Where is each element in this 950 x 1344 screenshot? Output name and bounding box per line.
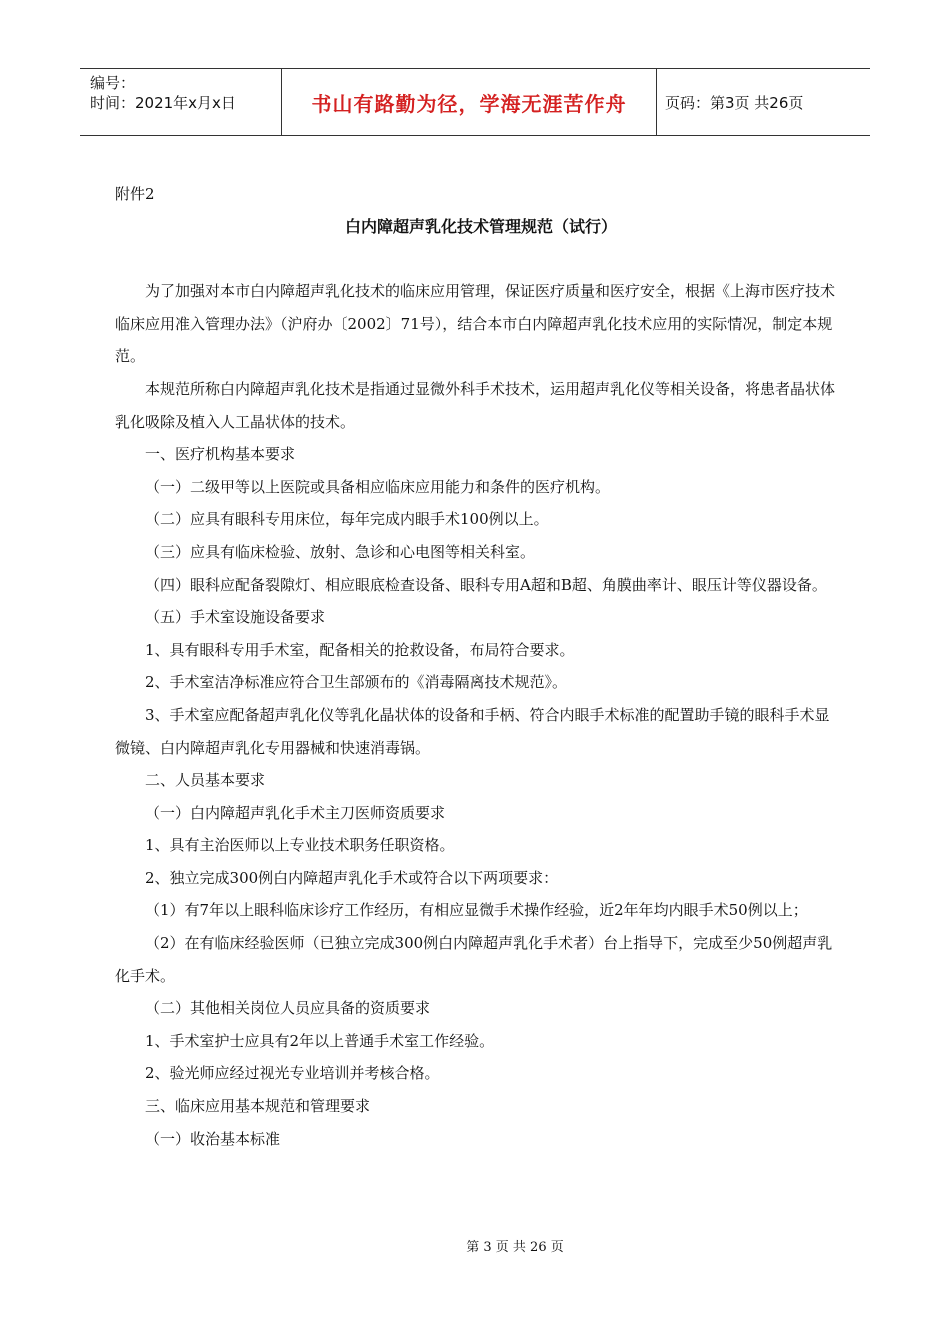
paragraph: （三）应具有临床检验、放射、急诊和心电图等相关科室。 — [145, 542, 536, 561]
paragraph: （1）有7年以上眼科临床诊疗工作经历，有相应显微手术操作经验，近2年年均内眼手术50例以上； — [145, 901, 808, 920]
paragraph: （二）其他相关岗位人员应具备的资质要求 — [145, 999, 431, 1018]
attachment-label: 附件2 — [115, 185, 155, 203]
paragraph: 2、独立完成300例白内障超声乳化手术或符合以下两项要求： — [145, 868, 559, 887]
paragraph: 1、具有主治医师以上专业技术职务任职资格。 — [145, 836, 455, 855]
header-motto: 书山有路勤为径，学海无涯苦作舟 — [282, 69, 657, 135]
paragraph: （五）手术室设施设备要求 — [145, 608, 326, 627]
paragraph: 为了加强对本市白内障超声乳化技术的临床应用管理，保证医疗质量和医疗安全，根据《上海市医疗技术临床应用准入管理办法》（沪府办〔2002〕71号），结合本市白内障超声乳化技术应用的实际情况，制定本规范。 — [115, 282, 836, 366]
paragraph: （一）白内障超声乳化手术主刀医师资质要求 — [145, 803, 446, 822]
document-time-label: 时间：2021年x月x日 — [90, 94, 236, 112]
section-heading: 一、医疗机构基本要求 — [145, 445, 296, 464]
section-heading: 二、人员基本要求 — [145, 771, 266, 790]
paragraph: （2）在有临床经验医师（已独立完成300例白内障超声乳化手术者）台上指导下，完成至少50例超声乳化手术。 — [115, 934, 833, 985]
header-meta — [80, 69, 282, 135]
paragraph: （一）二级甲等以上医院或具备相应临床应用能力和条件的医疗机构。 — [145, 477, 611, 496]
paragraph: 本规范所称白内障超声乳化技术是指通过显微外科手术技术，运用超声乳化仪等相关设备，将患者晶状体乳化吸除及植入人工晶状体的技术。 — [115, 379, 836, 431]
paragraph: （一）收治基本标准 — [145, 1129, 281, 1148]
section-heading: 三、临床应用基本规范和管理要求 — [145, 1097, 371, 1116]
header-page-info: 页码：第3页 共26页 — [665, 93, 804, 112]
document-body — [115, 178, 837, 1155]
paragraph: （四）眼科应配备裂隙灯、相应眼底检查设备、眼科专用A超和B超、角膜曲率计、眼压计等仪器设备。 — [145, 575, 827, 594]
document-title: 白内障超声乳化技术管理规范（试行） — [344, 216, 617, 236]
paragraph: 1、手术室护士应具有2年以上普通手术室工作经验。 — [145, 1031, 495, 1050]
paragraph: （二）应具有眼科专用床位，每年完成内眼手术100例以上。 — [145, 510, 549, 529]
paragraph: 1、具有眼科专用手术室，配备相关的抢救设备，布局符合要求。 — [145, 640, 575, 659]
page-footer: 第 3 页 共 26 页 — [466, 1240, 564, 1255]
page-header — [80, 68, 870, 136]
paragraph: 2、验光师应经过视光专业培训并考核合格。 — [145, 1064, 440, 1083]
paragraph: 3、手术室应配备超声乳化仪等乳化晶状体的设备和手柄、符合内眼手术标准的配置助手镜的眼科手术显微镜、白内障超声乳化专用器械和快速消毒锅。 — [115, 705, 830, 757]
paragraph: 2、手术室洁净标准应符合卫生部颁布的《消毒隔离技术规范》。 — [145, 673, 568, 692]
document-number-label: 编号： — [90, 74, 136, 92]
